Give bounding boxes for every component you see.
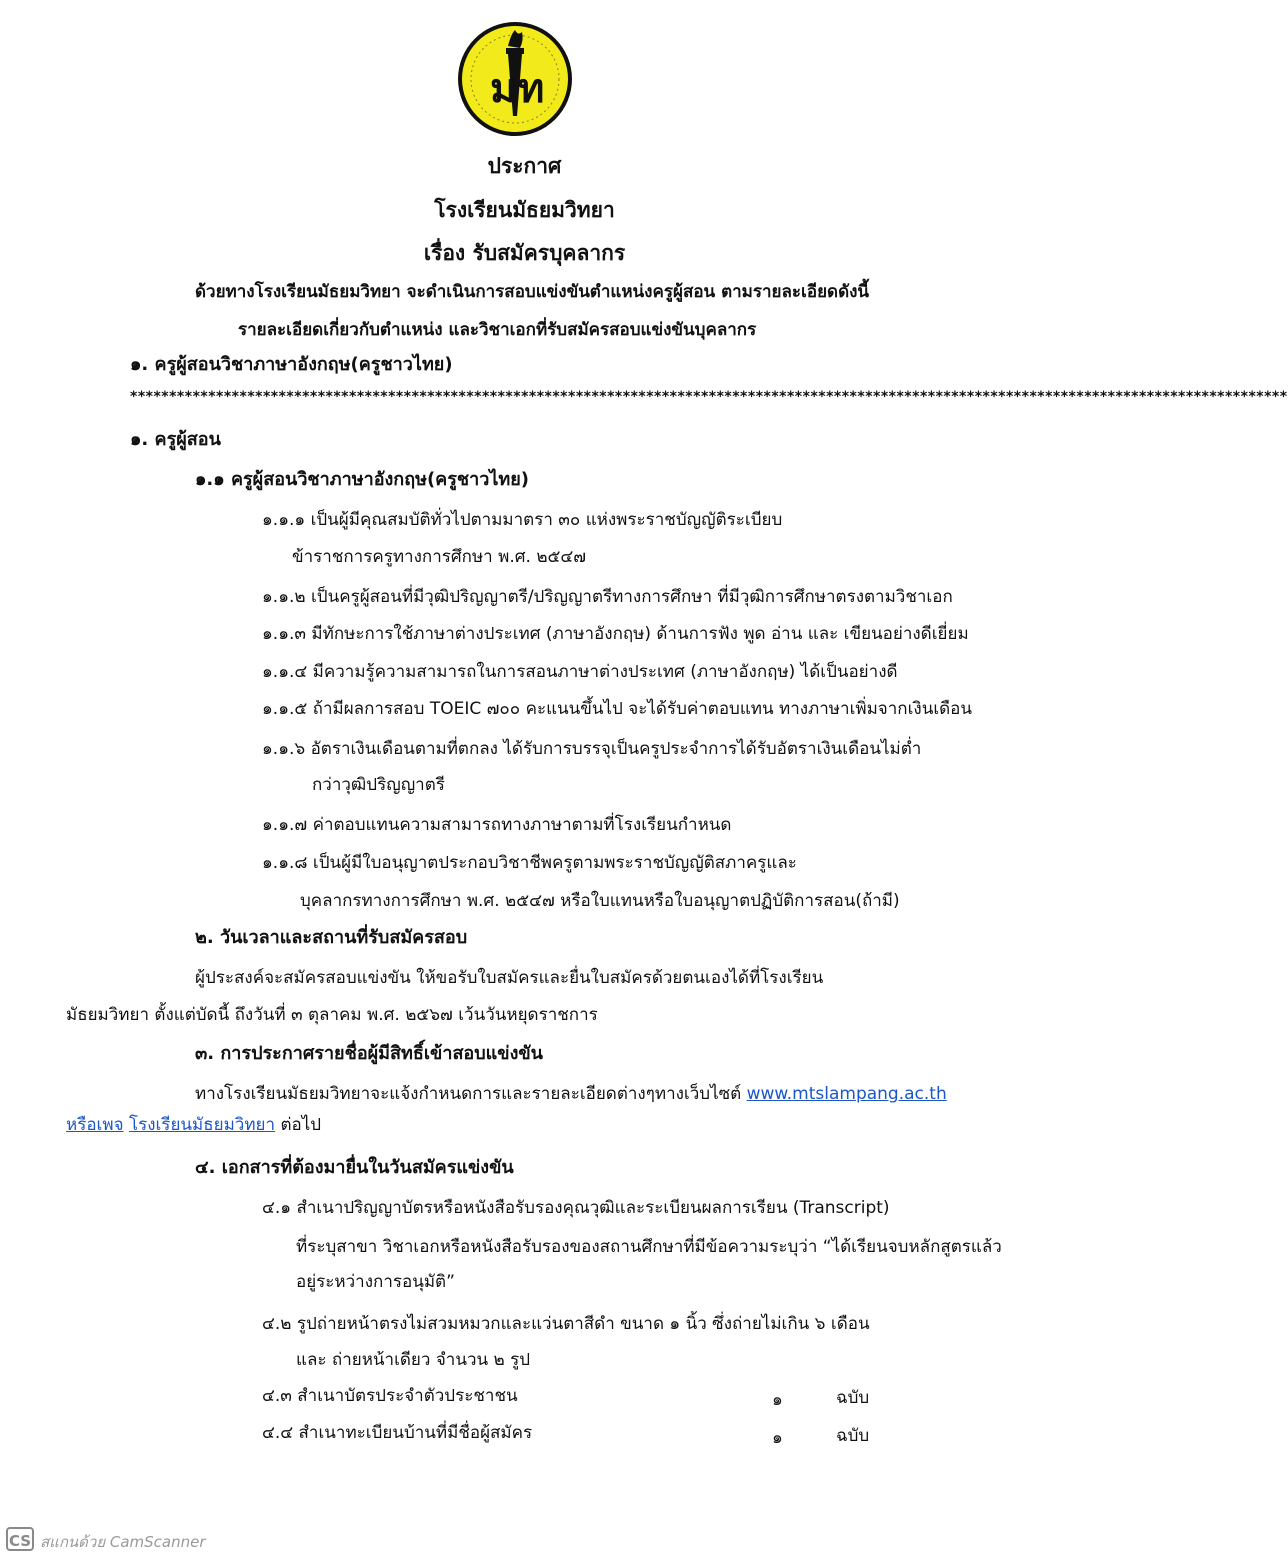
doc-4-4-quantity: ๑	[772, 1428, 783, 1448]
section-2-line-2: มัธยมวิทยา ตั้งแต่บัดนี้ ถึงวันที่ ๓ ตุลาคม พ.ศ. ๒๕๖๗ เว้นวันหยุดราชการ	[66, 1005, 598, 1025]
item-1-1-2: ๑.๑.๒ เป็นครูผู้สอนที่มีวุฒิปริญญาตรี/ปริญญาตรีทางการศึกษา ที่มีวุฒิการศึกษาตรงตามวิชาเอก	[262, 587, 953, 607]
section-2-line-1: ผู้ประสงค์จะสมัครสอบแข่งขัน ให้ขอรับใบสมัครและยื่นใบสมัครด้วยตนเองได้ที่โรงเรียน	[195, 968, 824, 988]
item-1-1-1-line-1: ๑.๑.๑ เป็นผู้มีคุณสมบัติทั่วไปตามมาตรา ๓๐ แห่งพระราชบัญญัติระเบียบ	[262, 510, 783, 530]
doc-4-1-line-1: ๔.๑ สำเนาปริญญาบัตรหรือหนังสือรับรองคุณวุฒิและระเบียนผลการเรียน (Transcript)	[262, 1198, 890, 1218]
doc-4-1-line-2: ที่ระบุสาขา วิชาเอกหรือหนังสือรับรองของสถานศึกษาที่มีข้อความระบุว่า “ได้เรียนจบหลักสูตรแล้ว	[296, 1237, 1002, 1257]
intro-line-1: ด้วยทางโรงเรียนมัธยมวิทยา จะดำเนินการสอบแข่งขันตำแหน่งครูผู้สอน ตามรายละเอียดดังนี้	[195, 282, 870, 302]
announcement-title: ประกาศ	[487, 154, 562, 178]
doc-4-3: ๔.๓ สำเนาบัตรประจำตัวประชาชน	[262, 1386, 518, 1406]
item-1-1-6-line-2: กว่าวุฒิปริญญาตรี	[312, 775, 445, 795]
section-3-ending: ต่อไป	[280, 1115, 322, 1135]
school-logo	[456, 20, 574, 138]
section-1-heading: ๑. ครูผู้สอน	[130, 429, 221, 450]
item-1-1-6-line-1: ๑.๑.๖ อัตราเงินเดือนตามที่ตกลง ได้รับการบรรจุเป็นครูประจำการได้รับอัตราเงินเดือนไม่ต่ำ	[262, 739, 922, 759]
section-3-line-2	[66, 1113, 321, 1137]
doc-4-3-quantity: ๑	[772, 1390, 783, 1410]
logo-letter-left: ม	[490, 66, 517, 112]
item-1-1-4: ๑.๑.๔ มีความรู้ความสามารถในการสอนภาษาต่างประเทศ (ภาษาอังกฤษ) ได้เป็นอย่างดี	[262, 662, 898, 682]
intro-line-2: รายละเอียดเกี่ยวกับตำแหน่ง และวิชาเอกที่รับสมัครสอบแข่งขันบุคลากร	[238, 320, 757, 340]
position-title: ๑. ครูผู้สอนวิชาภาษาอังกฤษ(ครูชาวไทย)	[130, 354, 453, 375]
doc-4-4: ๔.๔ สำเนาทะเบียนบ้านที่มีชื่อผู้สมัคร	[262, 1423, 533, 1443]
logo-letter-right: ท	[518, 66, 545, 112]
section-2-heading: ๒. วันเวลาและสถานที่รับสมัครสอบ	[195, 927, 468, 948]
doc-4-3-unit: ฉบับ	[836, 1388, 870, 1408]
item-1-1-7: ๑.๑.๗ ค่าตอบแทนความสามารถทางภาษาตามที่โรงเรียนกำหนด	[262, 815, 732, 835]
item-1-1-1-line-2: ข้าราชการครูทางการศึกษา พ.ศ. ๒๕๔๗	[292, 547, 587, 567]
website-link[interactable]: www.mtslampang.ac.th	[746, 1084, 947, 1104]
announcement-subject: เรื่อง รับสมัครบุคลากร	[423, 241, 626, 265]
item-1-1-3: ๑.๑.๓ มีทักษะการใช้ภาษาต่างประเทศ (ภาษาอังกฤษ) ด้านการฟัง พูด อ่าน และ เขียนอย่างดีเยี่ยม	[262, 624, 969, 644]
school-name: โรงเรียนมัธยมวิทยา	[434, 198, 615, 222]
facebook-page-link[interactable]: โรงเรียนมัธยมวิทยา	[128, 1115, 276, 1135]
facebook-page-prefix-link[interactable]: หรือเพจ	[66, 1115, 124, 1135]
camscanner-logo: CS	[6, 1527, 34, 1551]
section-3-heading: ๓. การประกาศรายชื่อผู้มีสิทธิ์เข้าสอบแข่งขัน	[195, 1043, 543, 1064]
item-1-1-8-line-1: ๑.๑.๘ เป็นผู้มีใบอนุญาตประกอบวิชาชีพครูตามพระราชบัญญัติสภาครูและ	[262, 853, 797, 873]
doc-4-1-line-3: อยู่ระหว่างการอนุมัติ”	[296, 1272, 455, 1292]
section-4-heading: ๔. เอกสารที่ต้องมายื่นในวันสมัครแข่งขัน	[195, 1157, 514, 1178]
section-3-text: ทางโรงเรียนมัธยมวิทยาจะแจ้งกำหนดการและรายละเอียดต่างๆทางเว็บไซต์	[195, 1084, 742, 1104]
section-1-1-heading: ๑.๑ ครูผู้สอนวิชาภาษาอังกฤษ(ครูชาวไทย)	[195, 469, 530, 490]
doc-4-4-unit: ฉบับ	[836, 1426, 870, 1446]
item-1-1-5: ๑.๑.๕ ถ้ามีผลการสอบ TOEIC ๗๐๐ คะแนนขึ้นไป จะได้รับค่าตอบแทน ทางภาษาเพิ่มจากเงินเดือน	[262, 699, 972, 719]
item-1-1-8-line-2: บุคลากรทางการศึกษา พ.ศ. ๒๕๔๗ หรือใบแทนหรือใบอนุญาตปฏิบัติการสอน(ถ้ามี)	[300, 891, 900, 911]
doc-4-2-line-2: และ ถ่ายหน้าเดียว จำนวน ๒ รูป	[296, 1350, 531, 1370]
camscanner-watermark: สแกนด้วย CamScanner	[40, 1533, 206, 1551]
doc-4-2-line-1: ๔.๒ รูปถ่ายหน้าตรงไม่สวมหมวกและแว่นตาสีดำ ขนาด ๑ นิ้ว ซึ่งถ่ายไม่เกิน ๖ เดือน	[262, 1314, 870, 1334]
divider-line: ****************************************************************************************************************************************************	[130, 389, 1288, 405]
section-3-line-1	[195, 1082, 947, 1106]
